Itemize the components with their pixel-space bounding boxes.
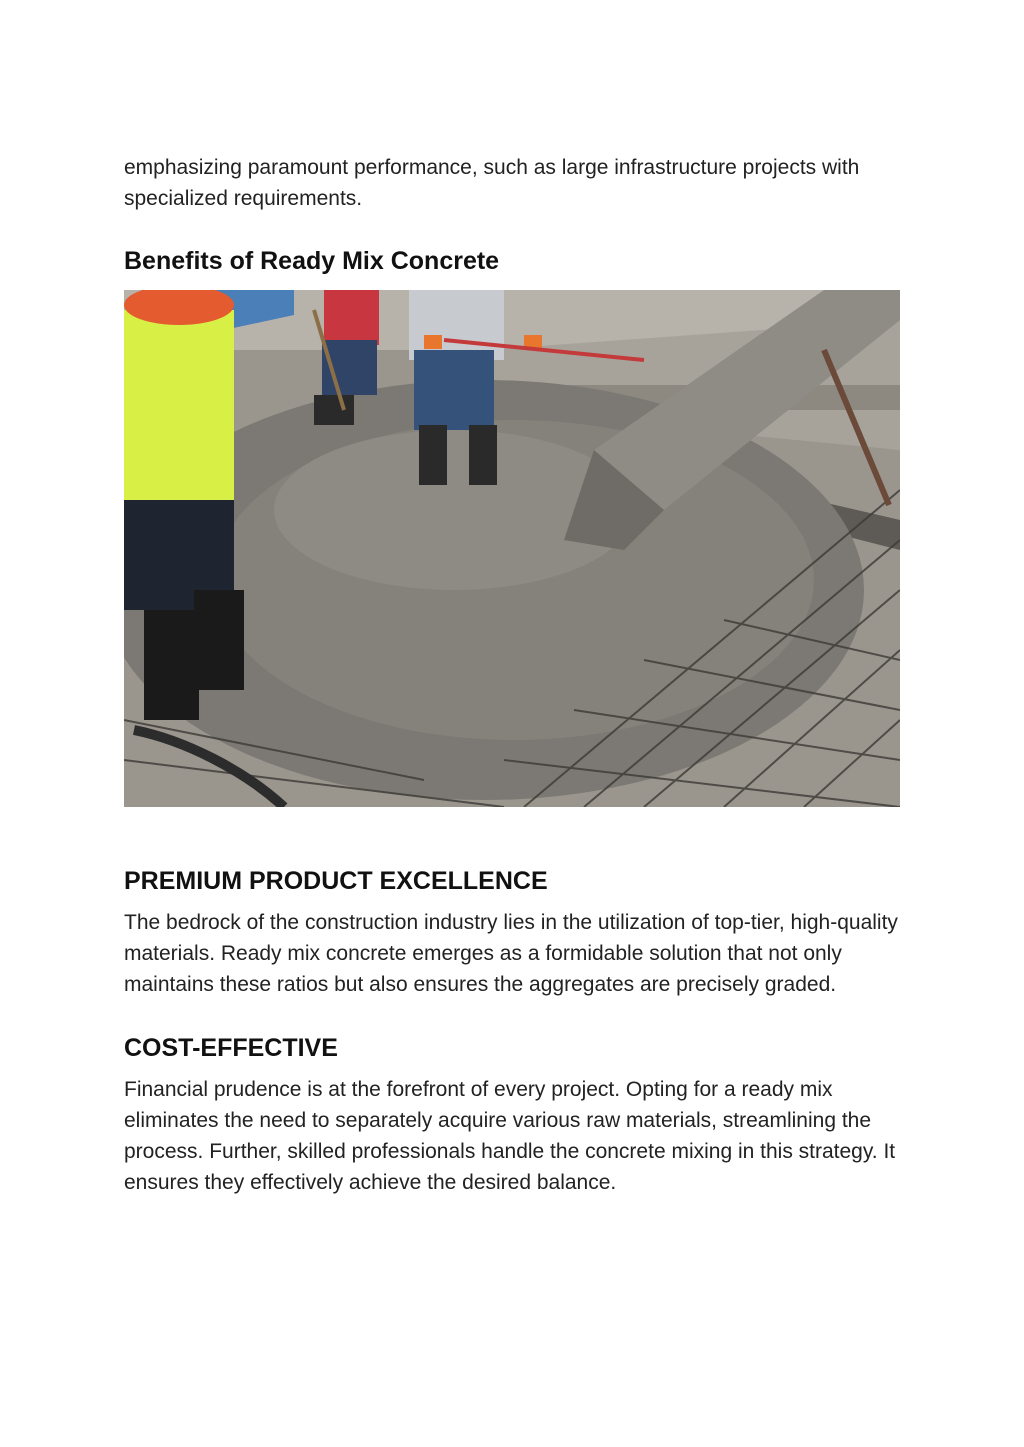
- concrete-pour-photo: [124, 290, 900, 807]
- section-body: Financial prudence is at the forefront of every project. Opting for a ready mix eliminates the need to separately acquire various raw materials, streamlining the process. Further, skilled professionals handle the concrete mixing in this strategy. It ensures they effectively achieve the desired balance.: [124, 1078, 896, 1194]
- benefits-heading: Benefits of Ready Mix Concrete: [124, 247, 500, 275]
- section-body: The bedrock of the construction industry lies in the utilization of top-tier, high-quality materials. Ready mix concrete emerges as a formidable solution that not only maintains these ratios but also ensures the aggregates are precisely graded.: [124, 911, 898, 996]
- intro-paragraph: emphasizing paramount performance, such as large infrastructure projects with specialized requirements.: [124, 156, 860, 210]
- section-heading: PREMIUM PRODUCT EXCELLENCE: [124, 867, 548, 895]
- section-premium-product-excellence: [124, 865, 904, 1000]
- document-page: [124, 152, 904, 1198]
- section-cost-effective: [124, 1032, 904, 1198]
- section-heading: COST-EFFECTIVE: [124, 1034, 338, 1062]
